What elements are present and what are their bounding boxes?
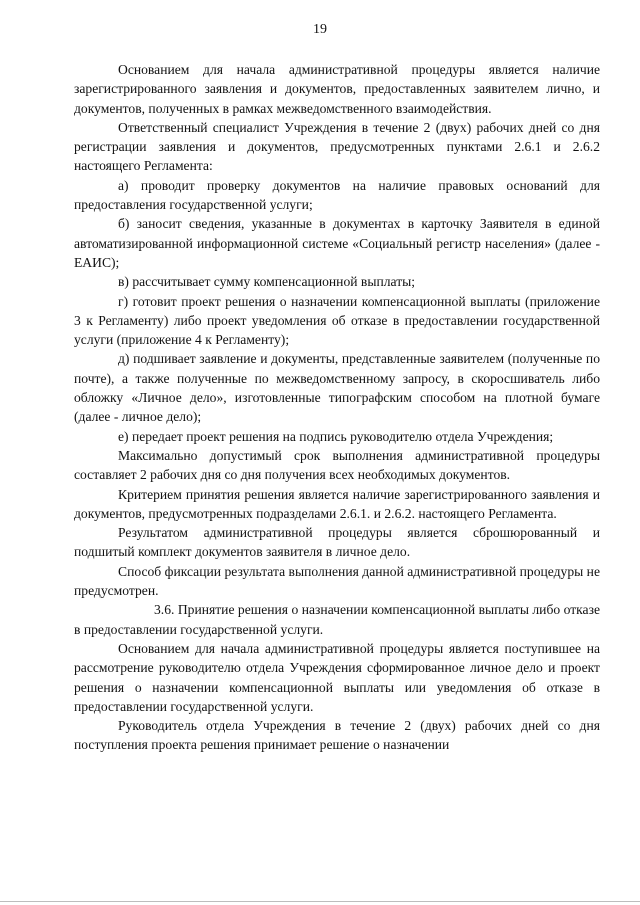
list-item: а) проводит проверку документов на наличие правовых оснований для предоставления государственной услуги; xyxy=(74,177,600,213)
paragraph: Руководитель отдела Учреждения в течение 2 (двух) рабочих дней со дня поступления проекта решения принимает решение о назначении xyxy=(74,718,600,753)
paragraph: Основанием для начала административной процедуры является поступившее на рассмотрение руководителю отдела Учреждения сформированное личное дело и проект решения о назначении компенсационной выплаты или уведомления об отказе в предоставлении государственной услуги. xyxy=(74,640,600,714)
paragraph: Способ фиксации результата выполнения данной административной процедуры не предусмотрен. xyxy=(74,563,600,599)
page-number: 19 xyxy=(313,22,327,37)
page-bottom-rule xyxy=(0,901,640,902)
list-item: б) заносит сведения, указанные в документах в карточку Заявителя в единой автоматизированной информационной системе «Социальный регистр населения» (далее - ЕАИС); xyxy=(74,216,600,270)
subsection-heading: 3.6. Принятие решения о назначении компенсационной выплаты либо отказе в предоставлении государственной услуги. xyxy=(74,602,600,637)
paragraph: Ответственный специалист Учреждения в течение 2 (двух) рабочих дней со дня регистрации заявления и документов, предусмотренных пунктами 2.6.1 и 2.6.2 настоящего Регламента: xyxy=(74,119,600,174)
list-item: е) передает проект решения на подпись руководителю отдела Учреждения; xyxy=(118,428,554,444)
list-item: г) готовит проект решения о назначении компенсационной выплаты (приложение 3 к Регламенту) либо проект уведомления об отказе в предоставлении государственной услуги (приложение 4 к Регламенту); xyxy=(74,293,600,348)
list-item: д) подшивает заявление и документы, представленные заявителем (полученные по почте), а также полученные по межведомственному запросу, в скоросшиватель либо обложку «Личное дело», изготовленные типографским способом на плотной бумаге (далее - личное дело); xyxy=(74,351,600,425)
paragraph: Критерием принятия решения является наличие зарегистрированного заявления и документов, предусмотренных подразделами 2.6.1. и 2.6.2. настоящего Регламента. xyxy=(74,486,600,521)
paragraph: Максимально допустимый срок выполнения административной процедуры составляет 2 рабочих дня со дня получения всех необходимых документов. xyxy=(74,447,600,483)
paragraph: Результатом административной процедуры является сброшюрованный и подшитый комплект документов заявителя в личное дело. xyxy=(74,525,600,560)
list-item: в) рассчитывает сумму компенсационной выплаты; xyxy=(118,274,416,290)
paragraph: Основанием для начала административной процедуры является наличие зарегистрированного заявления и документов, предоставленных заявителем лично, и документов, полученных в рамках межведомственного взаимодействия. xyxy=(74,62,600,116)
body-text xyxy=(74,60,600,755)
